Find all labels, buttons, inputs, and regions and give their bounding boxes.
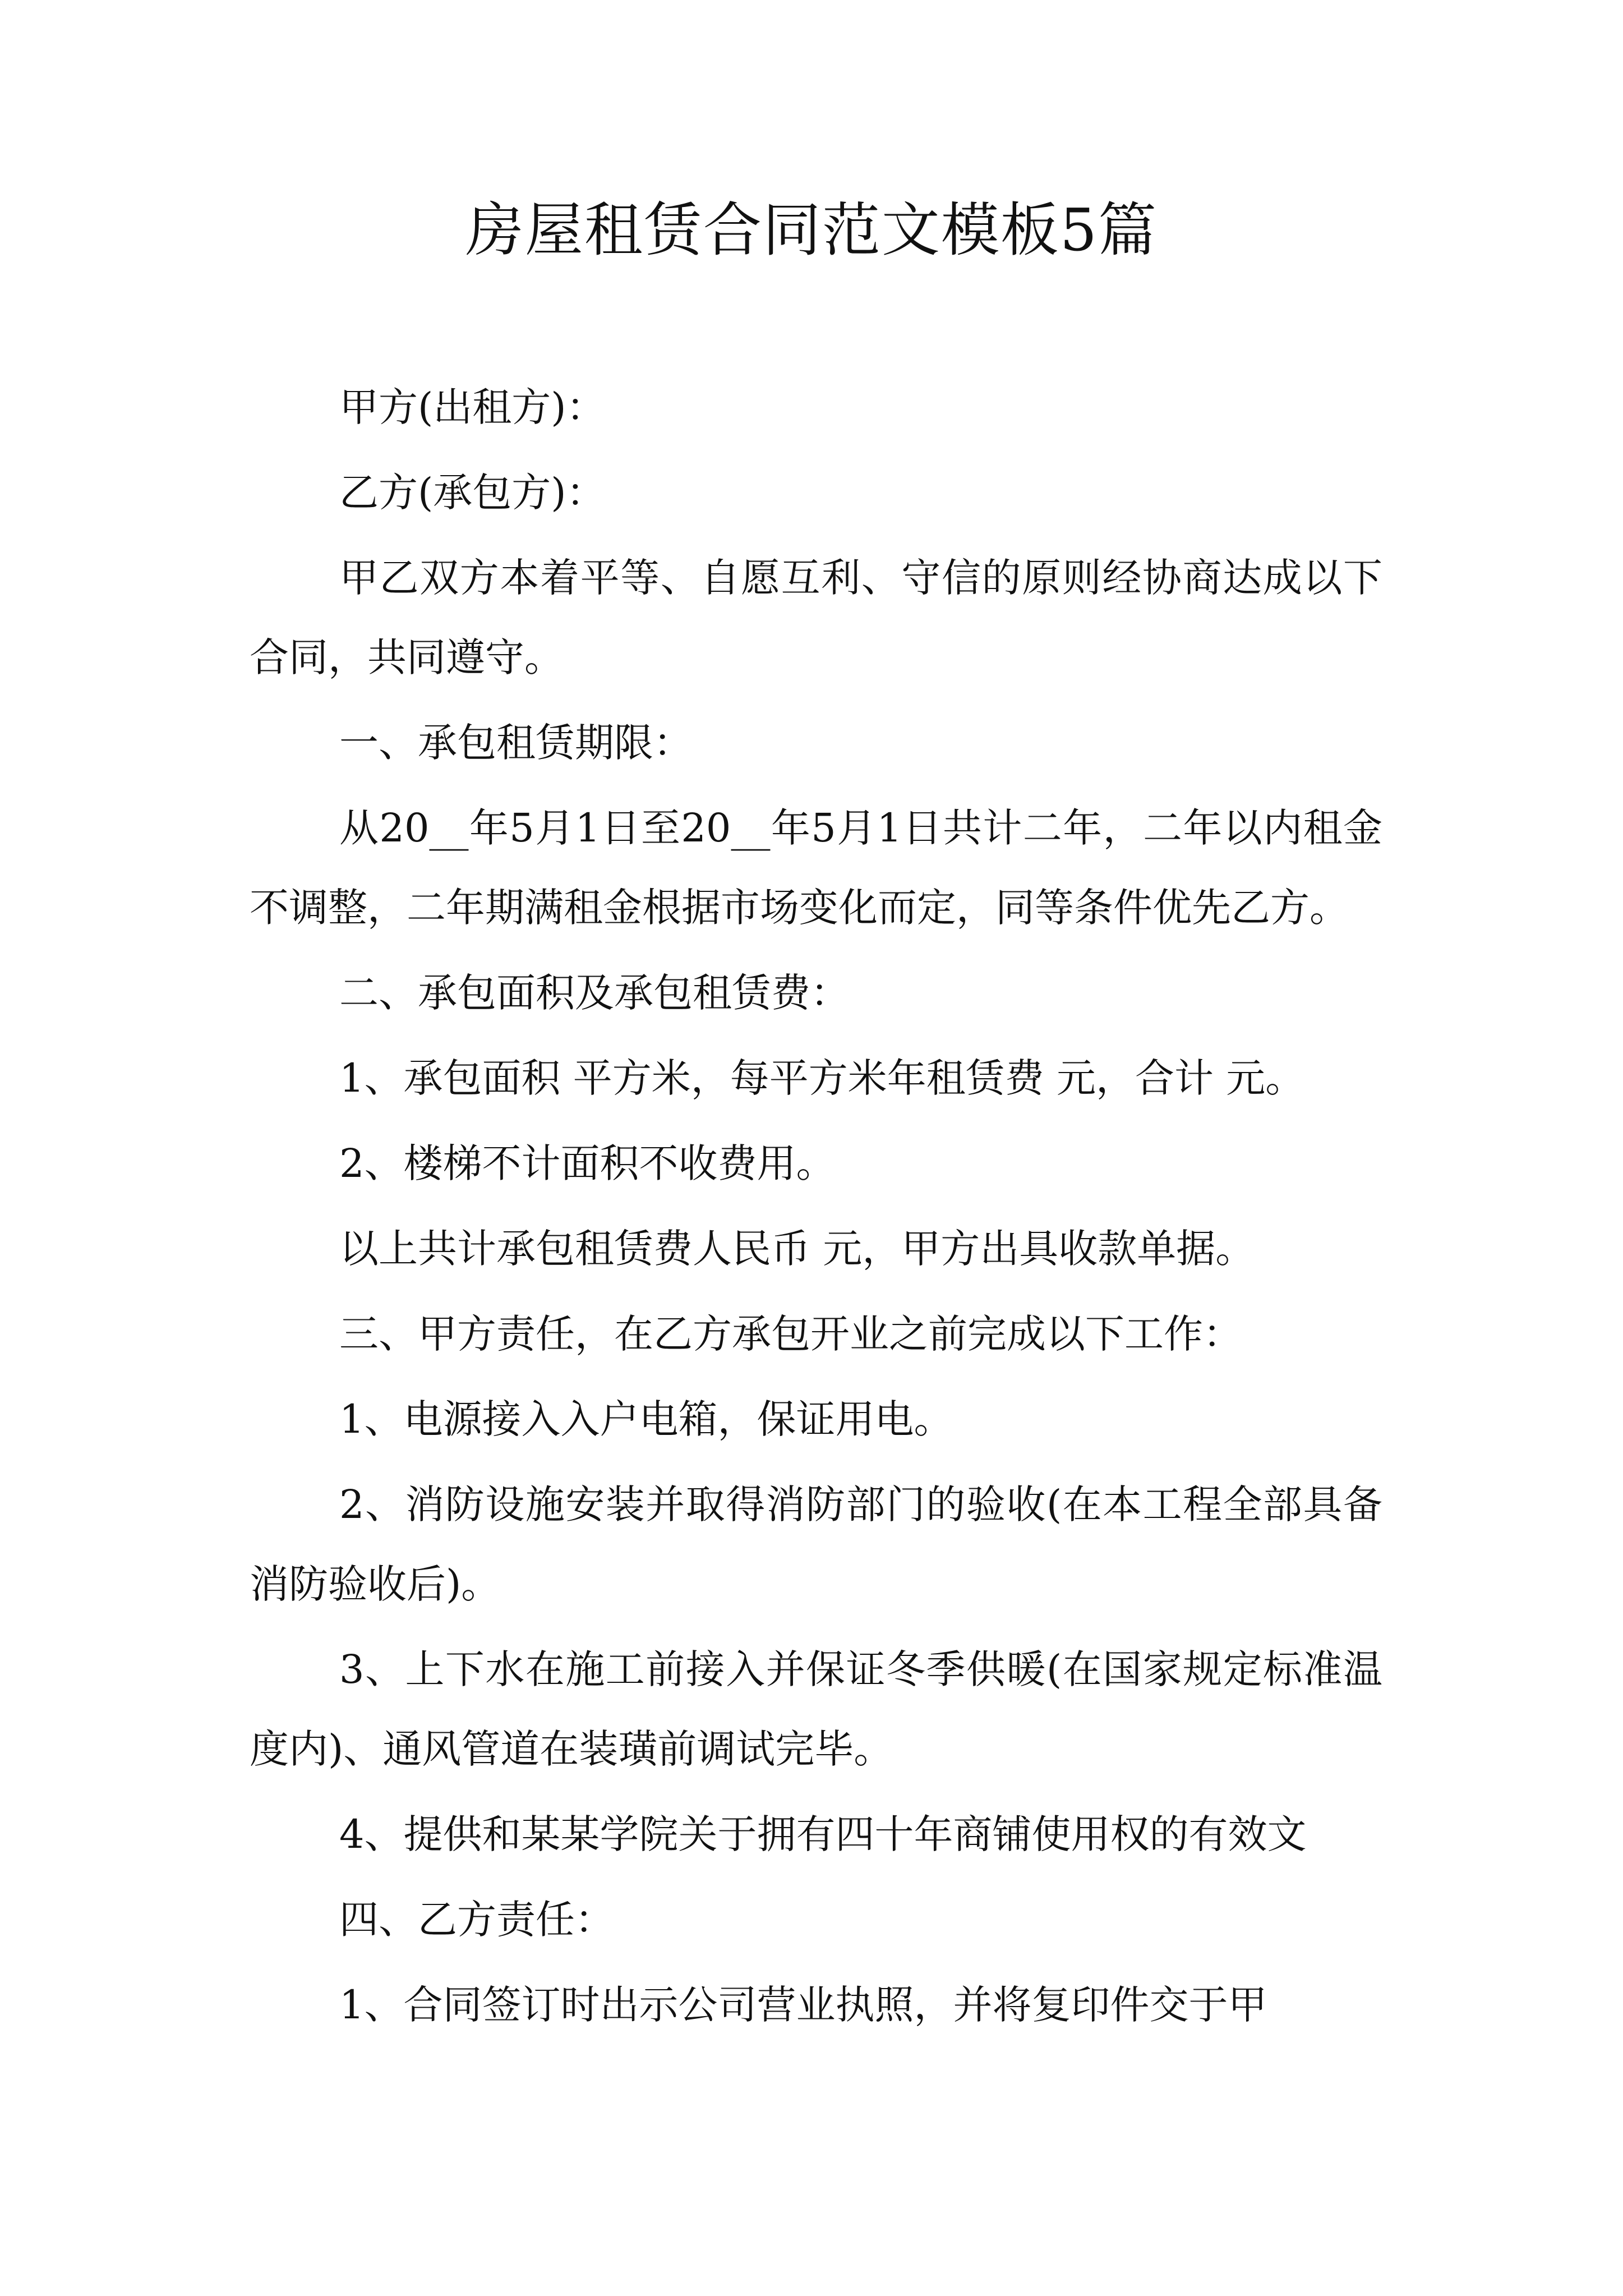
paragraph-party-b-duty-1: 1、合同签订时出示公司营业执照，并将复印件交于甲 (339, 1982, 1267, 2028)
paragraph-term-details: 从20__年5月1日至20__年5月1日共计二年，二年以内租金不调整，二年期满租金根据市场变化而定，同等条件优先乙方。 (250, 805, 1382, 931)
section-heading-term: 一、承包租赁期限： (339, 720, 693, 766)
document-body (250, 367, 1382, 2050)
section-heading-party-a-duties: 三、甲方责任，在乙方承包开业之前完成以下工作： (339, 1311, 1242, 1357)
paragraph-area-fee-2: 2、楼梯不计面积不收费用。 (339, 1140, 836, 1186)
paragraph-party-a: 甲方(出租方)： (339, 384, 606, 430)
section-heading-party-b-duties: 四、乙方责任： (339, 1897, 614, 1943)
paragraph-party-a-duty-4: 4、提供和某某学院关于拥有四十年商铺使用权的有效文 (339, 1811, 1307, 1857)
paragraph-area-fee-total: 以上共计承包租赁费人民币 元，甲方出具收款单据。 (339, 1226, 1255, 1272)
paragraph-intro: 甲乙双方本着平等、自愿互利、守信的原则经协商达成以下合同，共同遵守。 (250, 555, 1382, 680)
paragraph-party-a-duty-1: 1、电源接入入户电箱，保证用电。 (339, 1396, 953, 1442)
paragraph-party-b: 乙方(承包方)： (339, 470, 606, 516)
paragraph-party-a-duty-2: 2、消防设施安装并取得消防部门的验收(在本工程全部具备消防验收后)。 (250, 1481, 1382, 1607)
document-title: 房屋租赁合同范文模板5篇 (465, 196, 1158, 264)
section-heading-area-fee: 二、承包面积及承包租赁费： (339, 970, 850, 1016)
paragraph-party-a-duty-3: 3、上下水在施工前接入并保证冬季供暖(在国家规定标准温度内)、通风管道在装璜前调试完毕。 (250, 1646, 1382, 1772)
paragraph-area-fee-1: 1、承包面积 平方米，每平方米年租赁费 元，合计 元。 (339, 1055, 1305, 1101)
